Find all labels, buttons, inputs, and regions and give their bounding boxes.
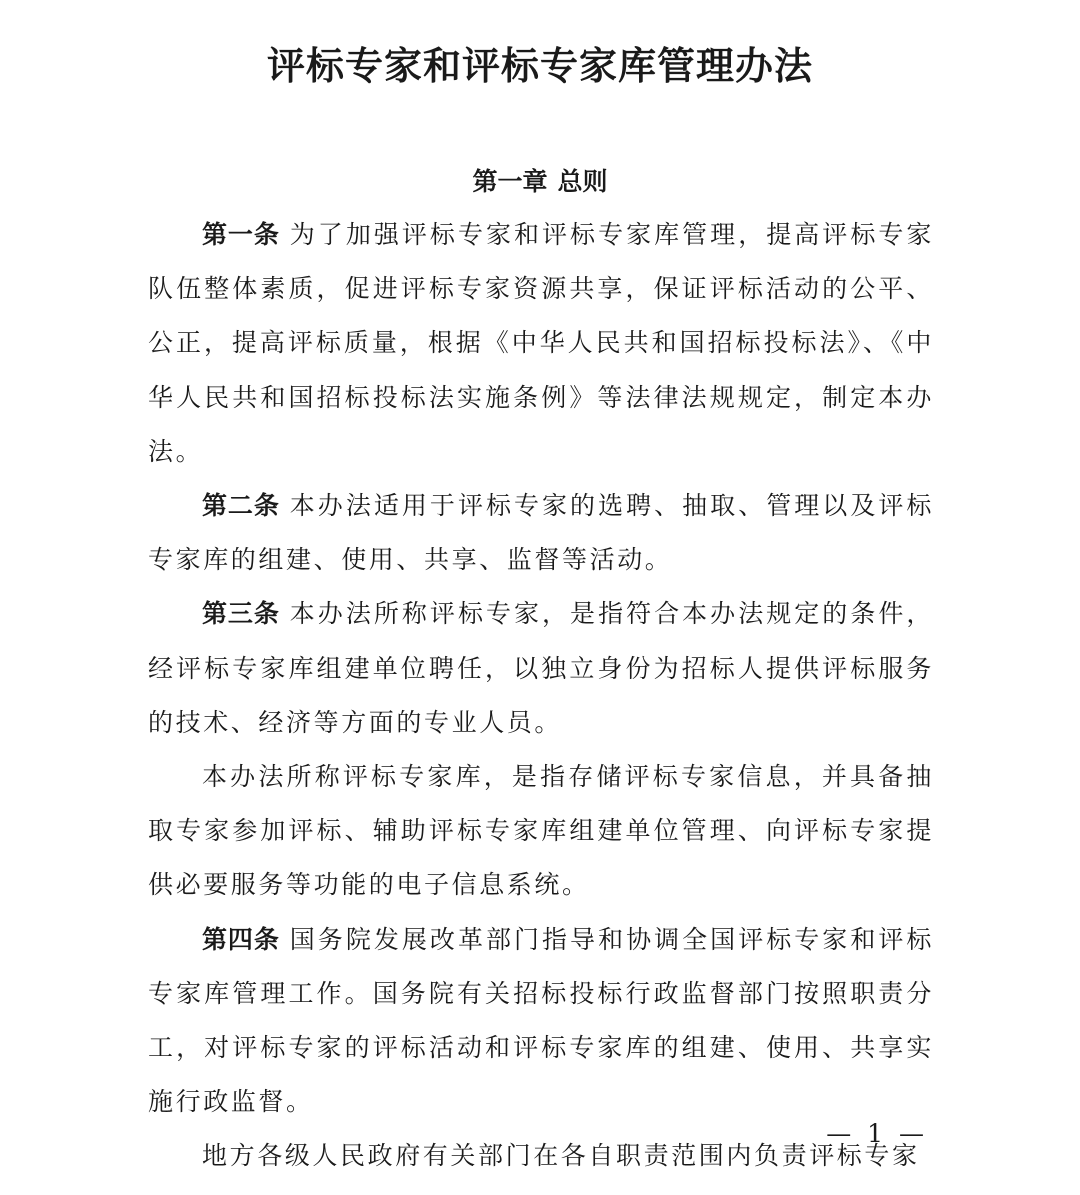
chapter-number: 第一章 <box>472 167 548 196</box>
page-number: — 1 — <box>826 1119 928 1148</box>
article-3-paragraph <box>148 587 934 750</box>
article-label: 第二条 <box>202 491 280 521</box>
article-2-paragraph <box>148 479 934 587</box>
chapter-name: 总则 <box>557 167 608 196</box>
article-label: 第四条 <box>202 924 280 954</box>
article-1-paragraph <box>148 208 934 479</box>
article-label: 第一条 <box>202 220 280 249</box>
article-3-continuation-paragraph <box>148 750 934 913</box>
document-title: 评标专家和评标专家库管理办法 <box>266 44 813 88</box>
article-4-continuation-paragraph <box>148 1129 934 1183</box>
article-text: 国务院发展改革部门指导和协调全国评标专家和评标专家库管理工作。国务院有关招标投标行政监督部门按照职责分工，对评标专家的评标活动和评标专家库的组建、使用、共享实施行政监督。 <box>148 924 934 1117</box>
article-4-paragraph <box>148 913 934 1130</box>
article-text: 为了加强评标专家和评标专家库管理，提高评标专家队伍整体素质，促进评标专家资源共享，保证评标活动的公平、公正，提高评标质量，根据《中华人民共和国招标投标法》、《中华人民共和国招标投标法实施条例》等法律法规规定，制定本办法。 <box>148 220 934 466</box>
document-body <box>148 208 934 1184</box>
article-text: 本办法所称评标专家库，是指存储评标专家信息，并具备抽取专家参加评标、辅助评标专家库组建单位管理、向评标专家提供必要服务等功能的电子信息系统。 <box>148 762 934 900</box>
article-text: 本办法所称评标专家，是指符合本办法规定的条件，经评标专家库组建单位聘任，以独立身份为招标人提供评标服务的技术、经济等方面的专业人员。 <box>148 599 934 737</box>
article-text: 本办法适用于评标专家的选聘、抽取、管理以及评标专家库的组建、使用、共享、监督等活动。 <box>148 491 934 575</box>
chapter-heading <box>0 162 1080 202</box>
article-label: 第三条 <box>202 599 280 629</box>
article-text: 地方各级人民政府有关部门在各自职责范围内负责评标专家 <box>202 1141 920 1171</box>
